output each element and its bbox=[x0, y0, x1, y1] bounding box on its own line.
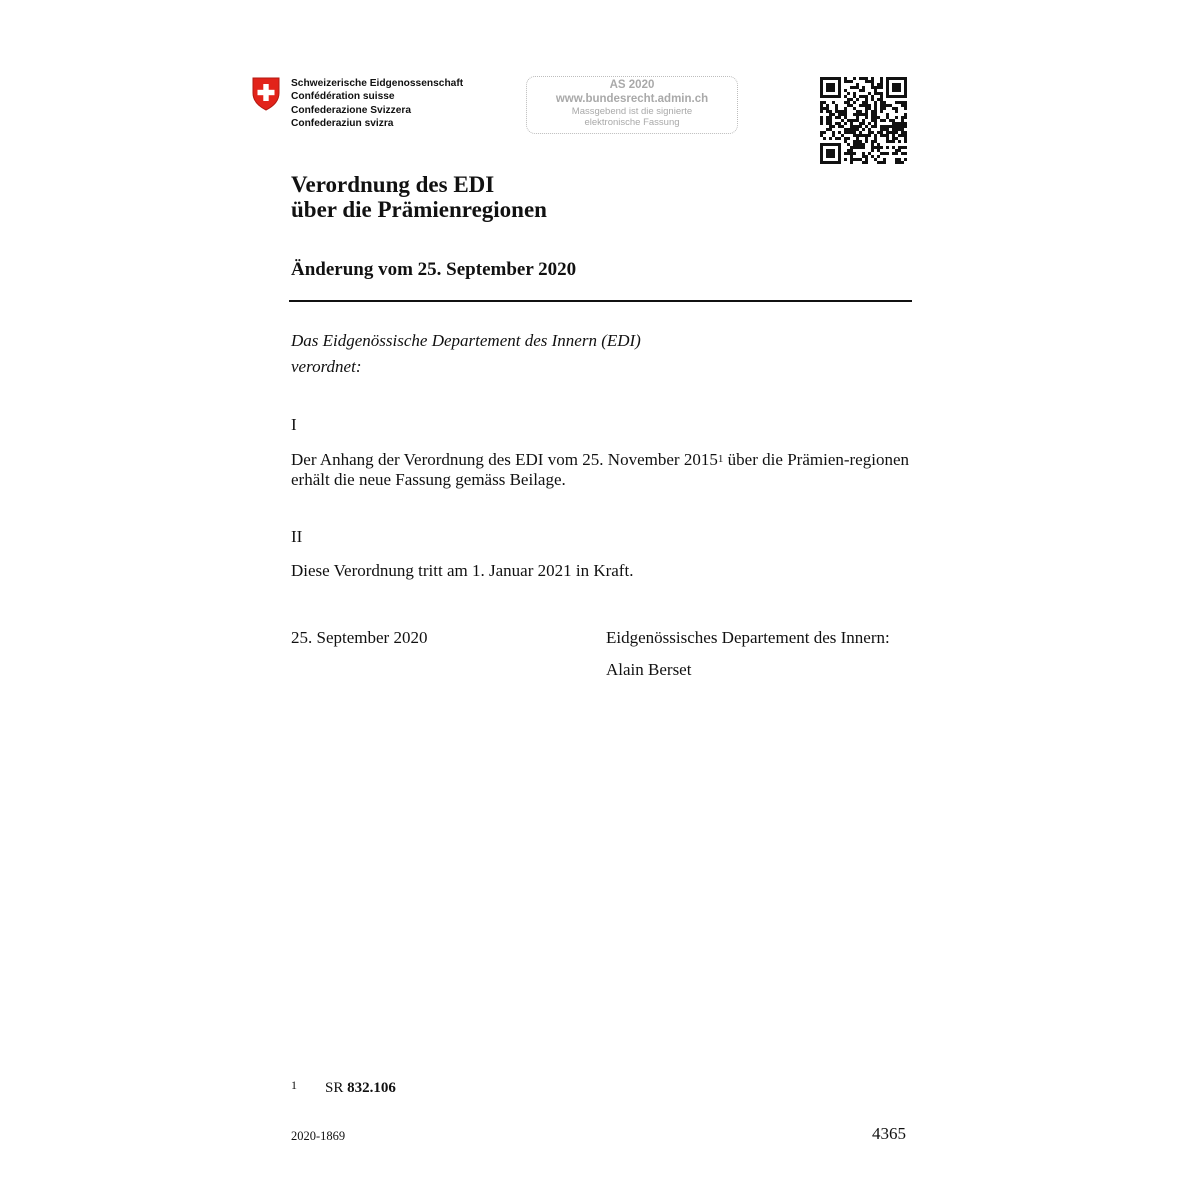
swiss-shield-icon bbox=[252, 77, 280, 111]
section-text-1-b: über die Prämien-regionen erhält die neue Fassung gemäss Beilage. bbox=[291, 450, 909, 489]
signature-date: 25. September 2020 bbox=[291, 628, 428, 647]
section-heading-2: II bbox=[291, 527, 303, 546]
federation-name-rm: Confederaziun svizra bbox=[291, 117, 394, 129]
stamp-note-2: elektronische Fassung bbox=[584, 117, 680, 128]
federation-name-fr: Confédération suisse bbox=[291, 91, 395, 103]
title-line-2: über die Prämienregionen bbox=[291, 197, 547, 222]
title-line-1: Verordnung des EDI bbox=[291, 172, 495, 197]
footnote-prefix: SR bbox=[325, 1080, 348, 1096]
footnote-text bbox=[325, 1079, 396, 1097]
section-text-1 bbox=[291, 450, 909, 490]
signer-name: Alain Berset bbox=[606, 660, 692, 679]
federal-logo bbox=[252, 77, 532, 137]
footnote-number: 1 bbox=[291, 1078, 297, 1092]
qr-code-icon bbox=[820, 77, 907, 164]
stamp-url: www.bundesrecht.admin.ch bbox=[555, 93, 709, 105]
preamble-line-2: verordnet: bbox=[291, 357, 362, 376]
section-text-1-a: Der Anhang der Verordnung des EDI vom 25. November 2015 bbox=[291, 450, 718, 469]
federation-name-it: Confederazione Svizzera bbox=[291, 104, 412, 116]
preamble-line-1: Das Eidgenössische Departement des Innern (EDI) bbox=[291, 331, 641, 350]
stamp-note-1: Massgebend ist die signierte bbox=[571, 106, 693, 117]
title-divider bbox=[289, 300, 912, 302]
page-number: 4365 bbox=[872, 1124, 906, 1143]
footnote-ref: 832.106 bbox=[347, 1080, 396, 1096]
issuing-authority: Eidgenössisches Departement des Innern: bbox=[606, 628, 890, 647]
federation-names bbox=[291, 77, 463, 130]
official-stamp bbox=[526, 76, 738, 134]
footnote-marker: 1 bbox=[717, 453, 724, 465]
federation-name-de: Schweizerische Eidgenossenschaft bbox=[291, 78, 464, 89]
stamp-year: AS 2020 bbox=[609, 79, 655, 91]
section-text-2: Diese Verordnung tritt am 1. Januar 2021 in Kraft. bbox=[291, 561, 634, 580]
amendment-date: Änderung vom 25. September 2020 bbox=[291, 259, 577, 280]
section-heading-1: I bbox=[291, 415, 297, 434]
document-id: 2020-1869 bbox=[291, 1129, 346, 1143]
document-title bbox=[291, 172, 547, 222]
preamble bbox=[291, 331, 641, 383]
